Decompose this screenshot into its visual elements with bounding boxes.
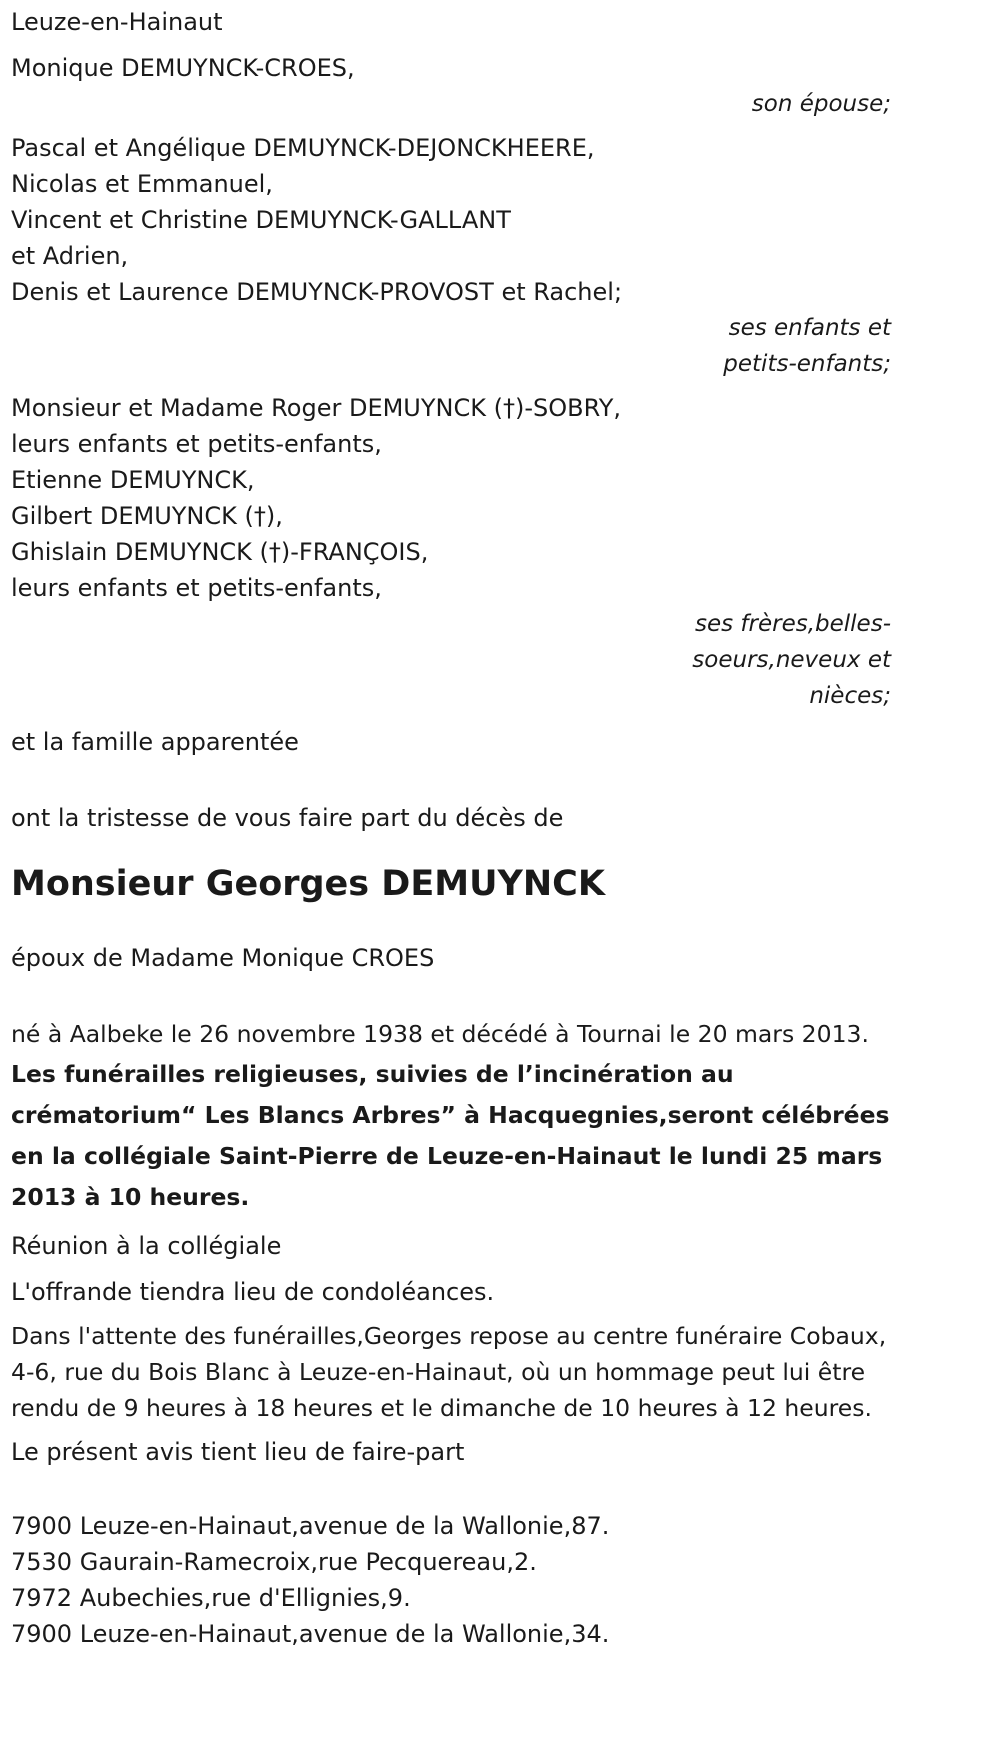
address-line: 7900 Leuze-en-Hainaut,avenue de la Wallonie,87. [11,1512,610,1540]
address-line: 7530 Gaurain-Ramecroix,rue Pecquereau,2. [11,1548,537,1576]
siblings-line: Ghislain DEMUYNCK (†)-FRANÇOIS, [11,538,429,566]
address-line: 7900 Leuze-en-Hainaut,avenue de la Wallonie,34. [11,1620,610,1648]
viewing-details: Dans l'attente des funérailles,Georges repose au centre funéraire Cobaux, 4-6, rue du Bois Blanc à Leuze-en-Hainaut, où un hommage peut lui être rendu de 9 heures à 18 heures et le dimanche de 10 heures à 12 heures. [11,1322,887,1422]
announcement: ont la tristesse de vous faire part du décès de [11,804,564,832]
children-line: Denis et Laurence DEMUYNCK-PROVOST et Rachel; [11,278,623,306]
notice: Le présent avis tient lieu de faire-part [11,1438,465,1466]
siblings-block [11,390,891,606]
spouse-of: époux de Madame Monique CROES [11,944,435,972]
spouse-role: son épouse; [751,91,891,117]
children-block [11,130,891,310]
addresses [11,1508,891,1652]
children-line: et Adrien, [11,242,129,270]
family-line: et la famille apparentée [11,728,299,756]
siblings-line: leurs enfants et petits-enfants, [11,430,382,458]
deceased-name: Monsieur Georges DEMUYNCK [11,864,605,904]
siblings-line: Monsieur et Madame Roger DEMUYNCK (†)-SOBRY, [11,394,622,422]
children-role: ses enfants et petits-enfants; [723,315,891,377]
meeting: Réunion à la collégiale [11,1232,282,1260]
siblings-role: ses frères,belles-soeurs,neveux et nièces; [692,611,891,709]
siblings-line: Etienne DEMUYNCK, [11,466,255,494]
offering: L'offrande tiendra lieu de condoléances. [11,1278,495,1306]
birth-death: né à Aalbeke le 26 novembre 1938 et décédé à Tournai le 20 mars 2013. [11,1020,869,1048]
children-line: Nicolas et Emmanuel, [11,170,273,198]
children-line: Vincent et Christine DEMUYNCK-GALLANT [11,206,511,234]
address-line: 7972 Aubechies,rue d'Ellignies,9. [11,1584,411,1612]
children-line: Pascal et Angélique DEMUYNCK-DEJONCKHEERE, [11,134,595,162]
funeral-details: Les funérailles religieuses, suivies de l’incinération au crématorium“ Les Blancs Arbres” à Hacquegnies,seront célébrées en la collégiale Saint-Pierre de Leuze-en-Hainaut le lundi 25 mars 2013 à 10 heures. [11,1060,890,1211]
siblings-line: leurs enfants et petits-enfants, [11,574,382,602]
spouse-name: Monique DEMUYNCK-CROES, [11,54,355,82]
town: Leuze-en-Hainaut [11,8,223,36]
siblings-line: Gilbert DEMUYNCK (†), [11,502,283,530]
